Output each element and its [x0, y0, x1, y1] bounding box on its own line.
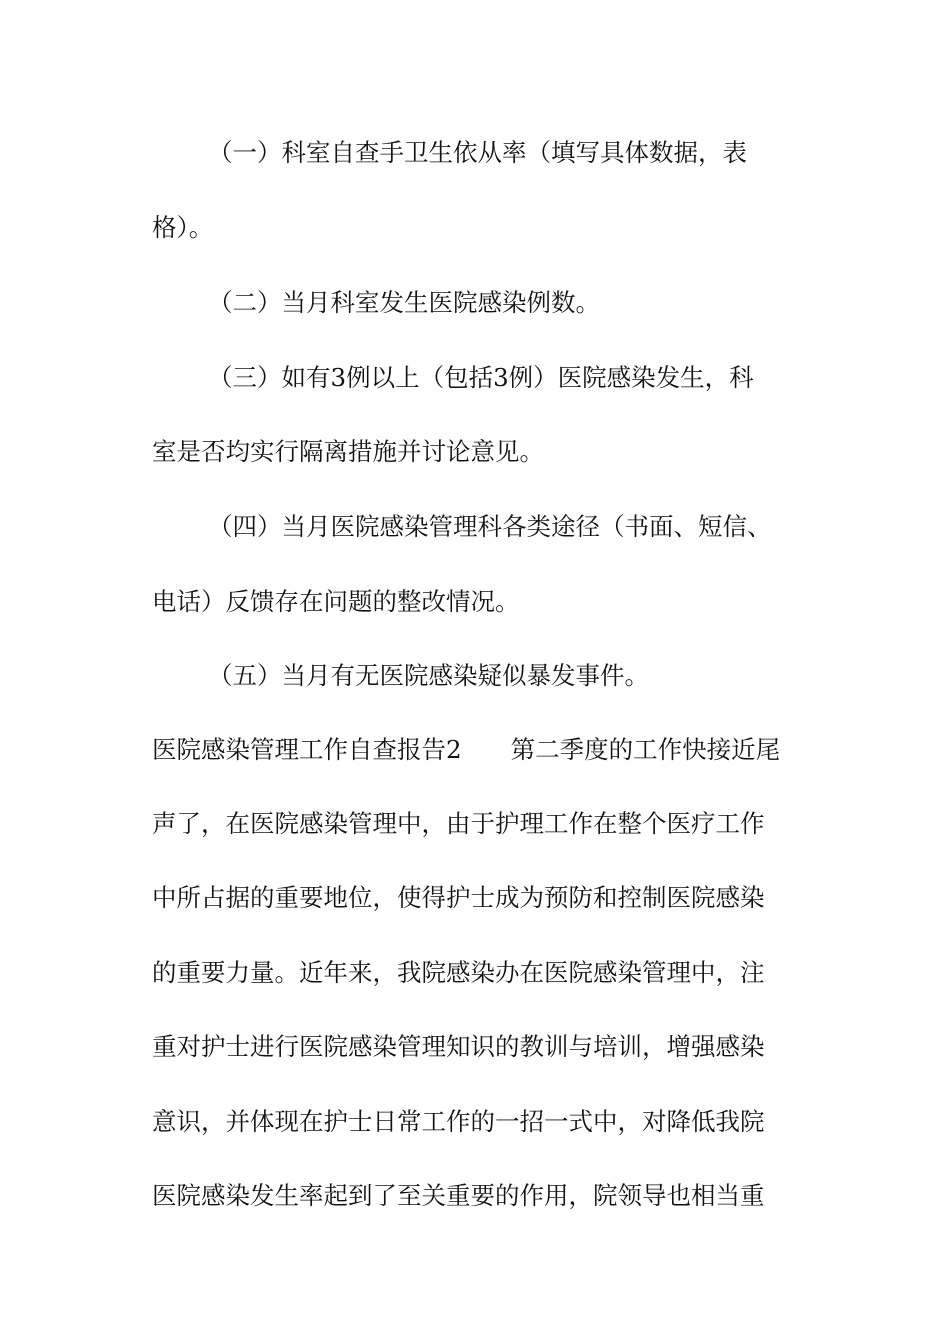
text-line: （二）当月科室发生医院感染例数。	[208, 288, 600, 317]
text-line: 声了，在医院感染管理中，由于护理工作在整个医疗工作	[152, 809, 765, 838]
text-line: 的重要力量。近年来，我院感染办在医院感染管理中，注	[152, 958, 765, 987]
text-line: 意识，并体现在护士日常工作的一招一式中，对降低我院	[152, 1107, 765, 1136]
text-line: （五）当月有无医院感染疑似暴发事件。	[208, 661, 649, 690]
text-line: 中所占据的重要地位，使得护士成为预防和控制医院感染	[152, 883, 765, 912]
text-line: 医院感染发生率起到了至关重要的作用，院领导也相当重	[152, 1181, 765, 1210]
text-line: （三）如有3例以上（包括3例）医院感染发生，科	[208, 363, 754, 392]
text-line: 室是否均实行隔离措施并讨论意见。	[152, 437, 544, 466]
text-line: 重对护士进行医院感染管理知识的教训与培训，增强感染	[152, 1032, 765, 1061]
text-line: 电话）反馈存在问题的整改情况。	[152, 587, 520, 616]
section-heading-line: 医院感染管理工作自查报告2 第二季度的工作快接近尾	[152, 735, 781, 764]
text-line: （一）科室自查手卫生依从率（填写具体数据，表	[208, 138, 747, 167]
text-line: 格）。	[152, 213, 214, 242]
text-line: （四）当月医院感染管理科各类途径（书面、短信、	[208, 512, 772, 541]
